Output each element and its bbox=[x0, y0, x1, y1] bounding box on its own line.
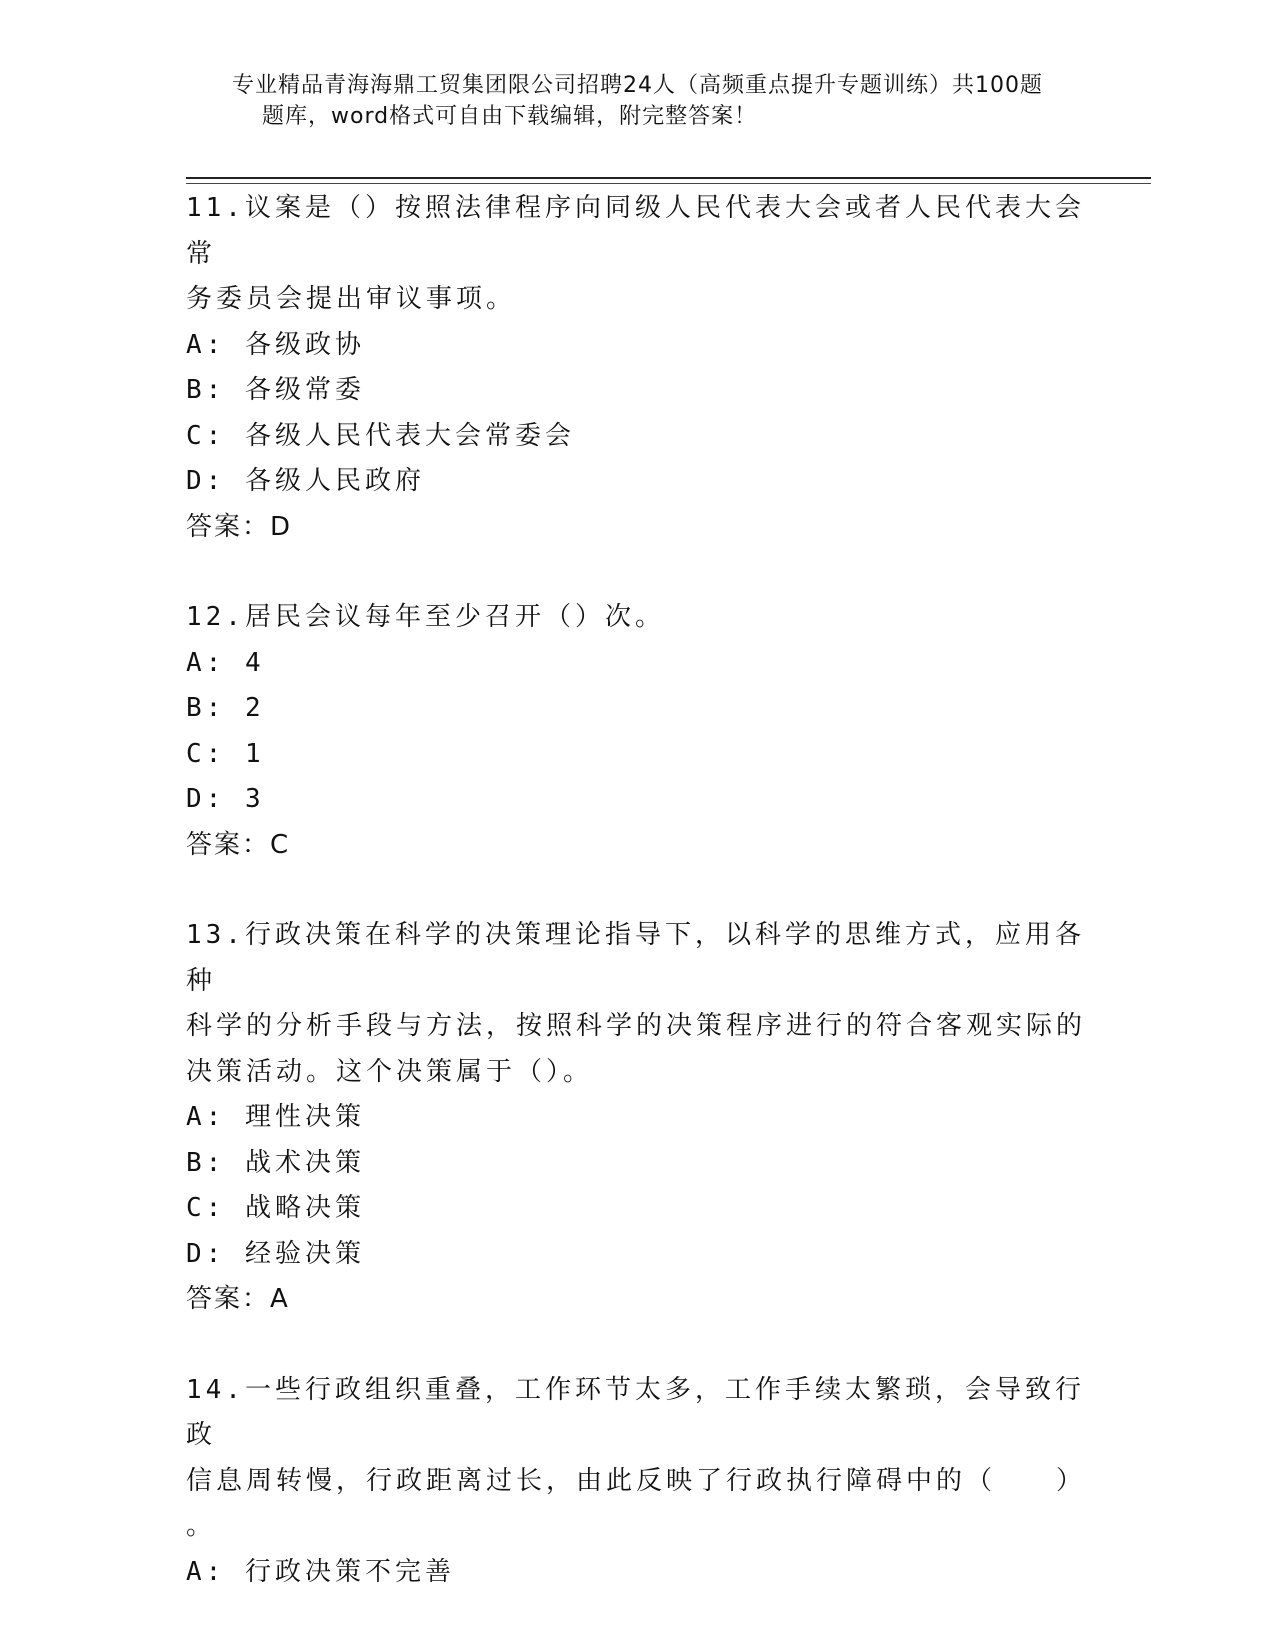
spacer bbox=[186, 868, 1086, 913]
question-14 bbox=[186, 1368, 1086, 1596]
option-a: A: 理性决策 bbox=[186, 1102, 365, 1132]
question-text: 信息周转慢，行政距离过长，由此反映了行政执行障碍中的（ ） bbox=[186, 1465, 1087, 1496]
question-list bbox=[186, 186, 1086, 1595]
option-a: A: 各级政协 bbox=[186, 329, 365, 360]
spacer bbox=[186, 1323, 1086, 1368]
option-d: D: 经验决策 bbox=[186, 1238, 365, 1269]
question-text: 11.议案是（）按照法律程序向同级人民代表大会或者人民代表大会常 bbox=[186, 193, 1085, 269]
question-text: 13.行政决策在科学的决策理论指导下，以科学的思维方式，应用各种 bbox=[186, 920, 1085, 996]
question-12 bbox=[186, 595, 1086, 868]
question-text: 决策活动。这个决策属于（）。 bbox=[186, 1056, 594, 1087]
answer: 答案：C bbox=[186, 829, 291, 860]
question-text: 科学的分析手段与方法，按照科学的决策程序进行的符合客观实际的 bbox=[186, 1011, 1087, 1041]
question-text: 14.一些行政组织重叠，工作环节太多，工作手续太繁琐，会导致行政 bbox=[186, 1374, 1085, 1450]
option-c: C: 各级人民代表大会常委会 bbox=[186, 420, 575, 451]
option-c: C: 1 bbox=[186, 738, 265, 769]
question-13 bbox=[186, 913, 1086, 1323]
option-b: B: 2 bbox=[186, 693, 265, 723]
option-b: B: 各级常委 bbox=[186, 375, 365, 405]
header-rule-thick bbox=[186, 177, 1151, 179]
option-c: C: 战略决策 bbox=[186, 1193, 365, 1223]
answer: 答案：A bbox=[186, 1284, 290, 1314]
option-d: D: 各级人民政府 bbox=[186, 466, 425, 496]
question-text: 12.居民会议每年至少召开（）次。 bbox=[186, 602, 665, 632]
document-header bbox=[0, 70, 1275, 132]
option-a: A: 行政决策不完善 bbox=[186, 1556, 455, 1587]
header-rule-thin bbox=[186, 183, 1151, 184]
question-11 bbox=[186, 186, 1086, 550]
option-b: B: 战术决策 bbox=[186, 1147, 365, 1178]
answer: 答案：D bbox=[186, 511, 293, 542]
spacer bbox=[186, 550, 1086, 595]
title-line-2: 题库，word格式可自由下载编辑，附完整答案！ bbox=[262, 104, 758, 129]
question-text: 。 bbox=[186, 1511, 217, 1541]
option-d: D: 3 bbox=[186, 784, 265, 814]
title-line-1: 专业精品青海海鼎工贸集团限公司招聘24人（高频重点提升专题训练）共100题 bbox=[232, 73, 1043, 98]
option-a: A: 4 bbox=[186, 647, 265, 678]
question-text: 务委员会提出审议事项。 bbox=[186, 284, 517, 314]
